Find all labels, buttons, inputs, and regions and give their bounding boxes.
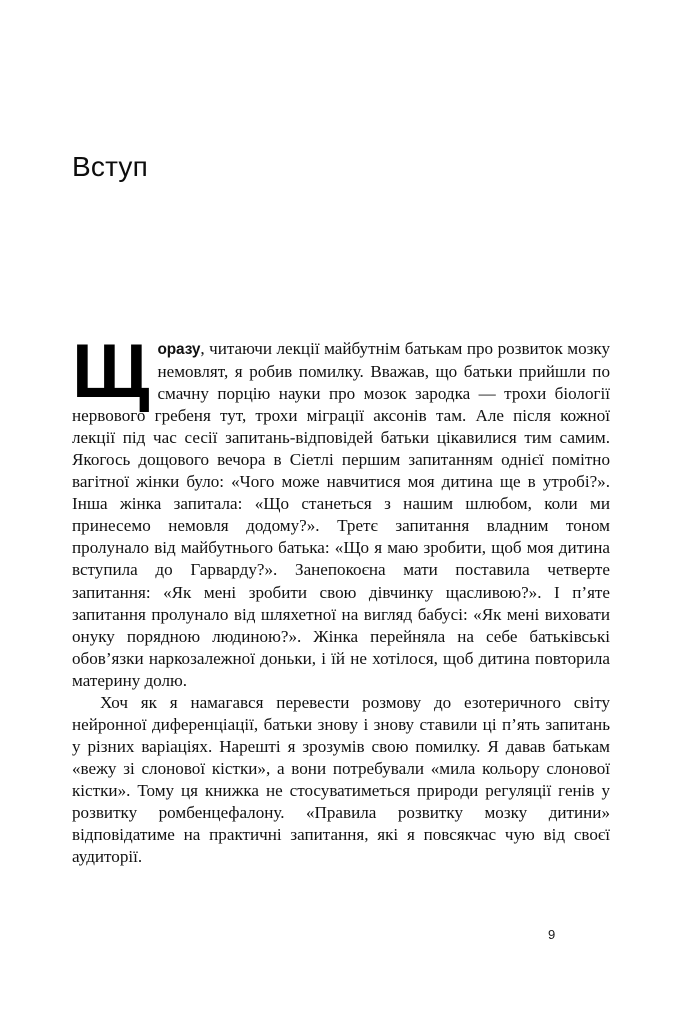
paragraph-second: Хоч як я намагався перевести розмову до езотеричного світу нейронної диференціації, батьки знову і знову ставили ці п’ять запитань у різних варіаціях. Нарешті я зрозумів свою помилку. Я давав батькам «вежу зі слонової кістки», а вони потребували «мила кольору слонової кістки». Тому ця книжка не стосуватиметься природи регуляції генів у розвитку ромбенцефалону. «Правила розвитку мозку дитини» відповідатиме на практичні запитання, які я повсякчас чую від своєї аудиторії. bbox=[72, 692, 610, 867]
paragraph-first bbox=[72, 329, 610, 692]
paragraph-first-text: , читаючи лекції майбутнім батькам про розвиток мозку немовлят, я робив помилку. Вважав, що батьки прийшли по смачну порцію науки про мозок зародка — трохи біології нервового гребеня тут, трохи міграції аксонів там. Але після кожної лекції під час сесії запитань-відповідей батьки цікавилися тим самим. Якогось дощового вечора в Сіетлі першим запитанням однієї помітно вагітної жінки було: «Чого може навчитися моя дитина ще в утробі?». Інша жінка запитала: «Що станеться з нашим шлюбом, коли ми принесемо немовля додому?». Третє запитання владним тоном пролунало від майбутнього батька: «Що я маю зробити, щоб моя дитина вступила до Гарварду?». Занепокоєна мати поставила четверте запитання: «Як мені зробити свою дівчинку щасливою?». І п’яте запитання пролунало від шляхетної на вигляд бабусі: «Як мені виховати онуку порядною людиною?». Жінка перейняла на себе батьківські обов’язки наркозалежної доньки, і їй не хотілося, щоб дитина повторила материну долю. bbox=[72, 339, 610, 690]
page-title: Вступ bbox=[72, 150, 148, 182]
page-number: 9 bbox=[548, 927, 556, 942]
drop-cap: Щ bbox=[72, 329, 150, 414]
body-text-column bbox=[72, 329, 610, 868]
lead-in-word: оразу bbox=[157, 341, 201, 358]
